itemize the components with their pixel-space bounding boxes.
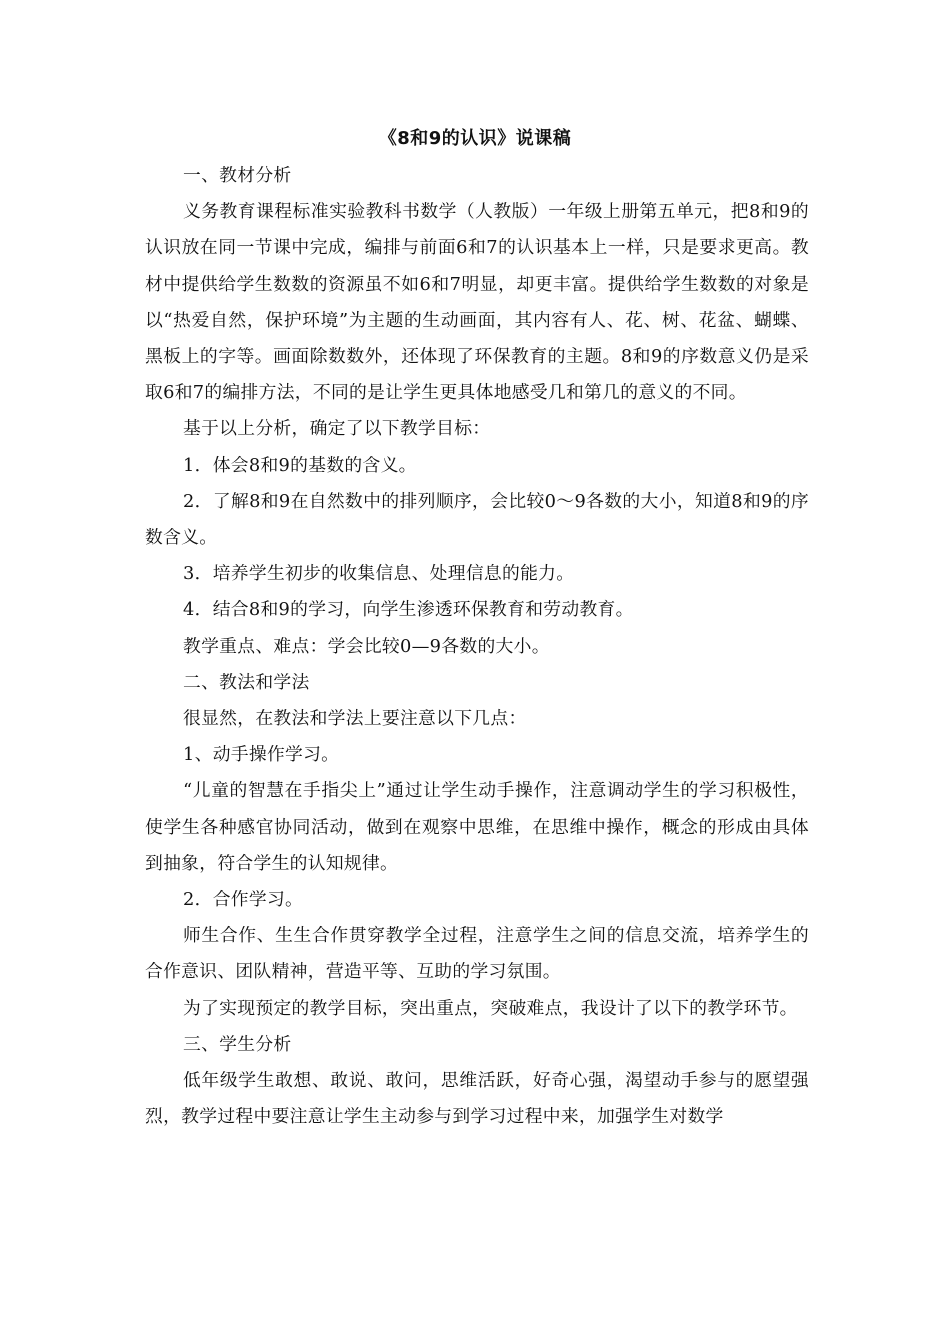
method-item-1: 1、动手操作学习。 [183, 744, 340, 766]
paragraph-methods-intro: 很显然，在教法和学法上要注意以下几点： [183, 708, 527, 730]
goal-item-4: 4．结合8和9的学习，向学生渗透环保教育和劳动教育。 [183, 599, 634, 621]
paragraph-student-analysis: 低年级学生敢想、敢说、敢问，思维活跃，好奇心强，渴望动手参与的愿望强烈，教学过程中要注意让学生主动参与到学习过程中来，加强学生对数学 [145, 1070, 809, 1128]
paragraph-key-points: 教学重点、难点：学会比较0—9各数的大小。 [183, 635, 550, 657]
goal-item-3: 3．培养学生初步的收集信息、处理信息的能力。 [183, 563, 575, 585]
section-heading-student-analysis: 三、学生分析 [183, 1033, 292, 1055]
paragraph-goals-intro: 基于以上分析，确定了以下教学目标： [183, 418, 491, 440]
document-body [145, 158, 809, 1135]
section-heading-methods: 二、教法和学法 [183, 671, 310, 693]
goal-item-1: 1．体会8和9的基数的含义。 [183, 454, 417, 476]
paragraph-cooperation: 师生合作、生生合作贯穿教学全过程，注意学生之间的信息交流，培养学生的合作意识、团队精神，营造平等、互助的学习氛围。 [145, 925, 809, 983]
paragraph-teaching-design: 为了实现预定的教学目标，突出重点，突破难点，我设计了以下的教学环节。 [183, 997, 798, 1019]
goal-item-2: 2．了解8和9在自然数中的排列顺序，会比较0～9各数的大小，知道8和9的序数含义。 [145, 490, 809, 549]
paragraph-hands-on: “儿童的智慧在手指尖上”通过让学生动手操作，注意调动学生的学习积极性，使学生各种感官协同活动，做到在观察中思维，在思维中操作，概念的形成由具体到抽象，符合学生的认知规律。 [145, 780, 809, 874]
document-title: 《8和9的认识》说课稿 [378, 128, 572, 149]
section-heading-textbook-analysis: 一、教材分析 [183, 165, 292, 186]
paragraph-textbook-description: 义务教育课程标准实验教科书数学（人教版）一年级上册第五单元，把8和9的认识放在同一节课中完成，编排与前面6和7的认识基本上一样，只是要求更高。教材中提供给学生数数的资源虽不如6和7明显，却更丰富。提供给学生数数的对象是以“热爱自然，保护环境”为主题的生动画面，其内容有人、花、树、花盆、蝴蝶、黑板上的字等。画面除数数外，还体现了环保教育的主题。8和9的序数意义仍是采取6和7的编排方法，不同的是让学生更具体地感受几和第几的意义的不同。 [145, 201, 809, 404]
method-item-2: 2．合作学习。 [183, 889, 304, 911]
